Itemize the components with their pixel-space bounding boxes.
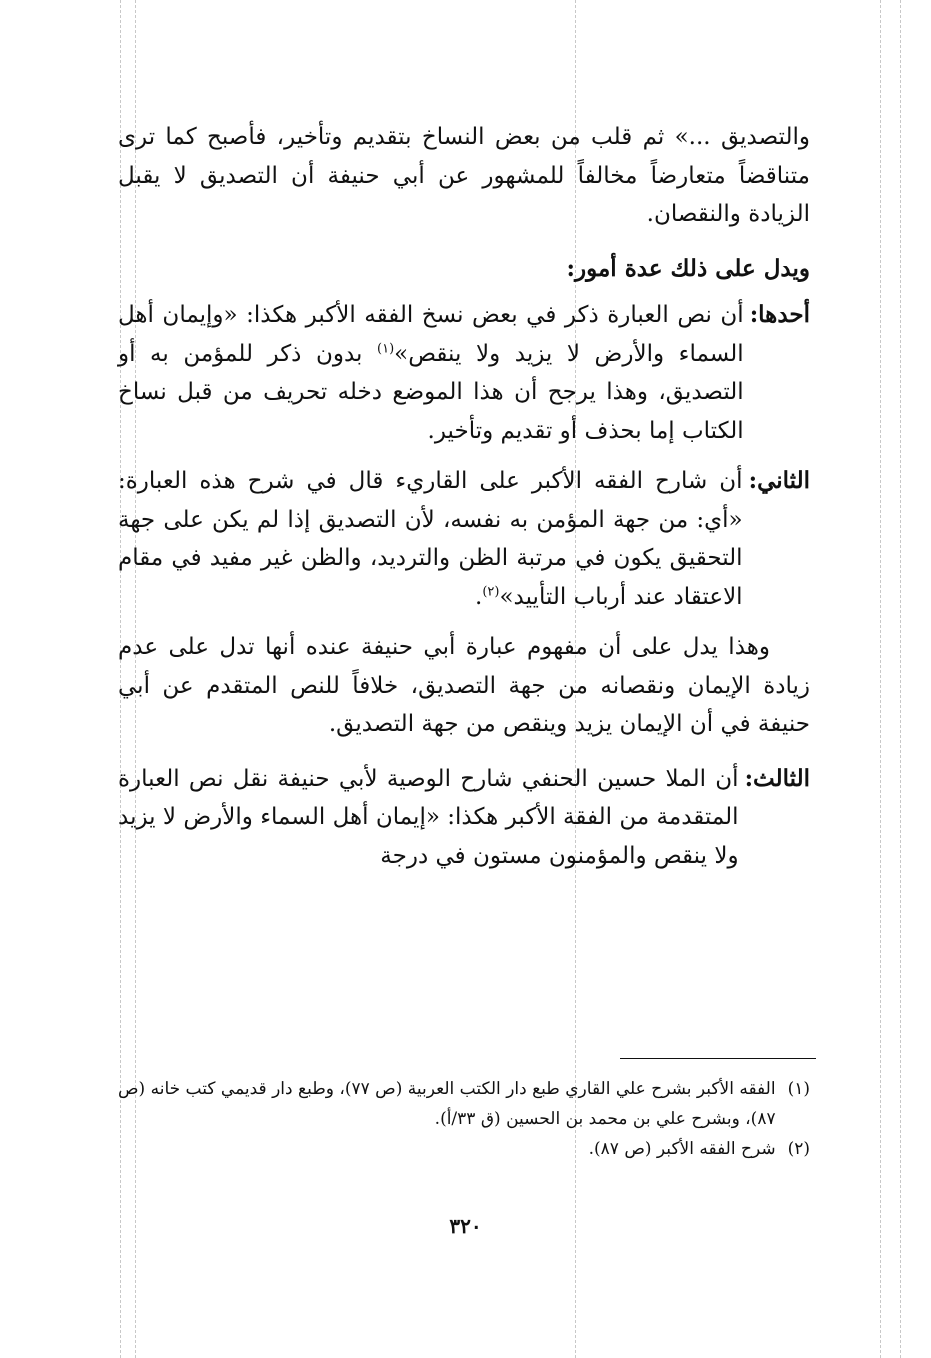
footnote-ref: (٢): [482, 583, 500, 599]
footnote-number: (١): [787, 1079, 810, 1099]
item-text: أن الملا حسين الحنفي شارح الوصية لأبي حنيفة نقل نص العبارة المتقدمة من الفقة الأكبر هكذا: «إيمان أهل السماء والأرض لا يزيد ولا ينقص والمؤمنون مستون في درجة: [118, 765, 739, 869]
footnotes: [118, 1074, 810, 1164]
item-label: الثالث:: [744, 764, 810, 792]
item-text: أن شارح الفقه الأكبر على القاريء قال في شرح هذه العبارة: «أي: من جهة المؤمن به نفسه، لأن التصديق إذا لم يكن على جهة التحقيق يكون في مرتبة الظن والترديد، والظن غير مفيد في مقام الاعتقاد عند أرباب التأييد»$^{(٢)}$.: [118, 468, 743, 610]
paragraph-intro: والتصديق ...» ثم قلب من بعض النساخ بتقديم وتأخير، فأصبح كما ترى متناقضاً متعارضاً مخالفاً للمشهور عن أبي حنيفة أن التصديق لا يقبل الزيادة والنقصان.: [118, 124, 810, 227]
page-number: ٣٢٠: [449, 1214, 482, 1238]
footnote-text: الفقه الأكبر بشرح علي القاري طبع دار الكتب العربية (ص ٧٧)، وطبع دار قديمي كتب خانه (ص ٨٧)، وبشرح علي بن محمد بن الحسين (ق ٣٣/أ).: [118, 1079, 776, 1129]
footnote: [118, 1134, 810, 1164]
item-text: أن نص العبارة ذكر في بعض نسخ الفقه الأكبر هكذا: «وإيمان أهل السماء والأرض لا يزيد ولا ينقص»$^{(١)}$ بدون ذكر للمؤمن به أو التصديق، وهذا يرجح أن هذا الموضع دخله تحريف من قبل نساخ الكتاب إما بحذف أو تقديم وتأخير.: [118, 302, 744, 444]
list-item: [118, 296, 810, 450]
item-label: الثاني:: [748, 467, 810, 494]
footnote-number: (٢): [787, 1139, 810, 1159]
margin-guide-line: [880, 0, 881, 1358]
footnote: [118, 1074, 810, 1134]
footnote-text: شرح الفقه الأكبر (ص ٨٧).: [588, 1139, 776, 1159]
margin-guide-line: [900, 0, 901, 1358]
list-item: [118, 462, 810, 616]
list-item: [118, 760, 810, 876]
footnote-separator: [620, 1058, 816, 1059]
item-label: أحدها:: [749, 301, 810, 328]
section-heading: ويدل على ذلك عدة أمور:: [566, 254, 810, 282]
footnote-ref: (١): [377, 340, 395, 356]
page-body: [118, 118, 810, 887]
paragraph-conclusion: وهذا يدل على أن مفهوم عبارة أبي حنيفة عنده أنها تدل على عدم زيادة الإيمان ونقصانه من جهة التصديق، خلافاً للنص المتقدم عن أبي حنيفة في أن الإيمان يزيد وينقص من جهة التصديق.: [118, 634, 810, 737]
